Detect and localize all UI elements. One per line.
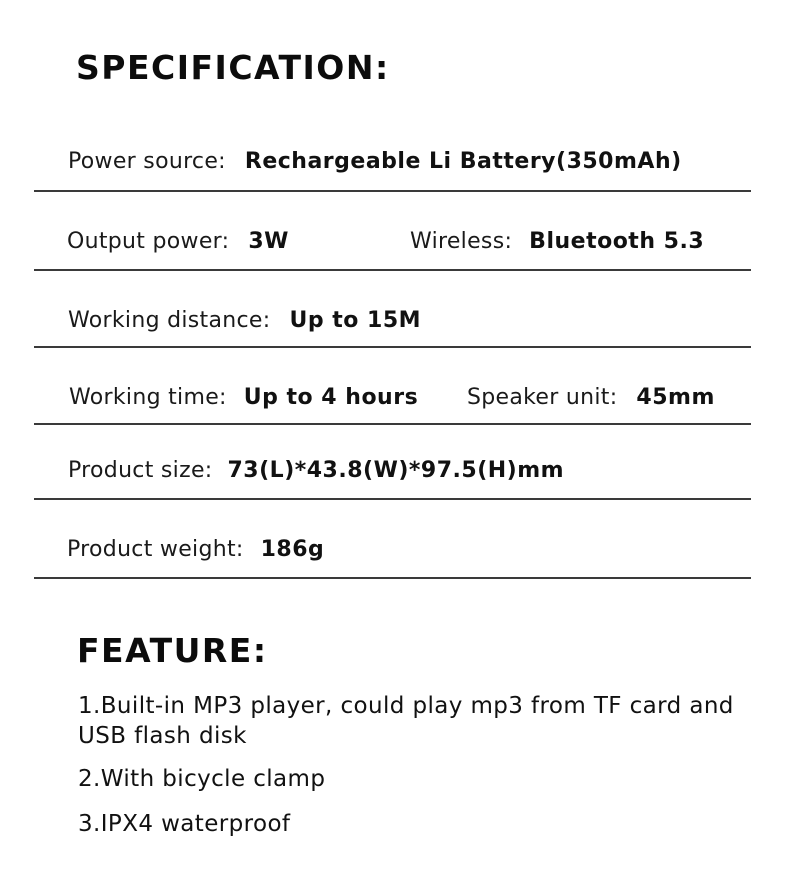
specification-heading: SPECIFICATION:: [76, 48, 390, 87]
feature-heading: FEATURE:: [77, 631, 268, 670]
spec-row-speaker-unit: [467, 384, 715, 412]
power-source-value: Rechargeable Li Battery(350mAh): [244, 149, 682, 174]
wireless-value: Bluetooth 5.3: [529, 229, 705, 254]
divider: [34, 577, 751, 579]
divider: [34, 346, 751, 348]
divider: [34, 423, 751, 425]
working-time-label: Working time:: [69, 385, 227, 410]
product-size-label: Product size:: [68, 458, 213, 483]
spec-row-product-weight: [67, 536, 324, 564]
divider: [34, 190, 751, 192]
spec-row-output-power: [67, 228, 289, 256]
spec-row-power-source: [68, 148, 682, 176]
product-weight-value: 186g: [260, 537, 325, 562]
spec-row-wireless: [410, 228, 704, 256]
power-source-label: Power source:: [68, 149, 226, 174]
working-time-value: Up to 4 hours: [243, 385, 419, 410]
spec-row-product-size: [68, 457, 564, 485]
speaker-unit-value: 45mm: [636, 385, 715, 410]
spec-row-working-distance: [68, 307, 421, 335]
output-power-label: Output power:: [67, 229, 230, 254]
product-weight-label: Product weight:: [67, 537, 244, 562]
working-distance-value: Up to 15M: [289, 308, 422, 333]
product-size-value: 73(L)*43.8(W)*97.5(H)mm: [227, 458, 565, 483]
working-distance-label: Working distance:: [68, 308, 271, 333]
feature-item: 2.With bicycle clamp: [78, 766, 326, 792]
feature-item: 1.Built-in MP3 player, could play mp3 from TF card and USB flash disk: [78, 693, 734, 749]
output-power-value: 3W: [248, 229, 289, 254]
divider: [34, 269, 751, 271]
wireless-label: Wireless:: [410, 229, 513, 254]
feature-item: 3.IPX4 waterproof: [78, 811, 291, 837]
divider: [34, 498, 751, 500]
spec-row-working-time: [69, 384, 418, 412]
speaker-unit-label: Speaker unit:: [467, 385, 618, 410]
